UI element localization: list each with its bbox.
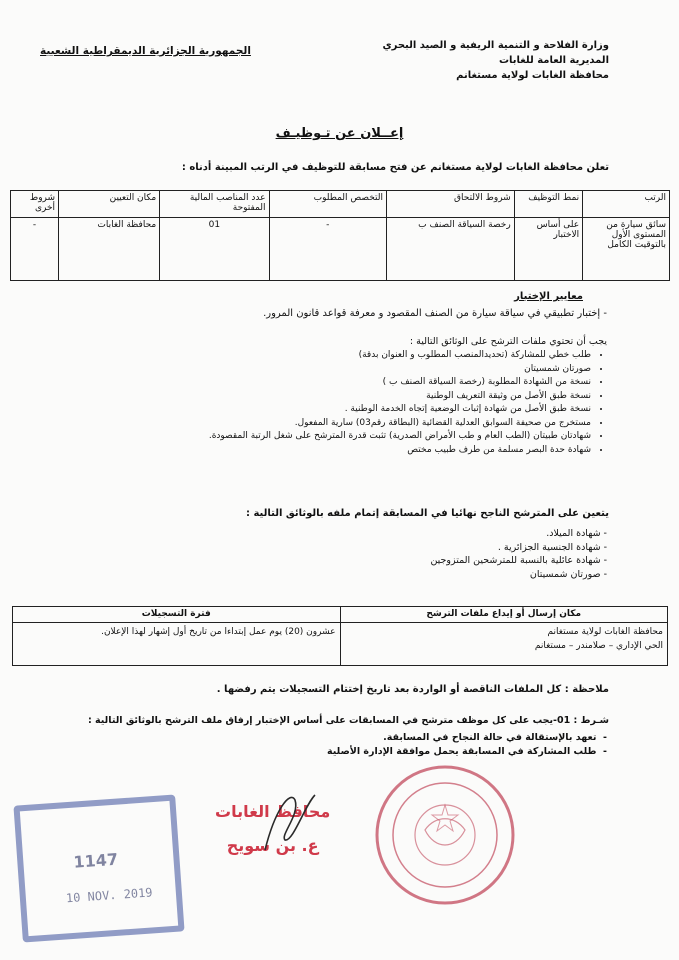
intro-text: تعلن محافظة الغابات لولاية مستغانم عن فتح مسابقة للتوظيف في الرتب المبينة أدناه : (181, 162, 609, 173)
directorate-line: المديرية العامة للغابات (498, 55, 609, 66)
col-header-positions-count: عدد المناصب المالية المفتوحة (160, 191, 269, 218)
list-item: - صورتان شمسيتان (529, 568, 607, 580)
table-row (11, 218, 670, 281)
submission-table (12, 606, 668, 666)
submission-place-line: محافظة الغابات لولاية مستغانم (547, 627, 663, 637)
cell-requirements: رخصة السياقة الصنف ب (387, 218, 515, 281)
ministry-header (382, 38, 609, 83)
cell-location: محافظة الغابات (59, 218, 160, 281)
condition-text: تعهد بالإستقالة في حالة النجاح في المسابقة. (383, 732, 597, 743)
list-item: • شهادتان طبيتان (الطب العام و طب الأمراض الصدرية) تثبت قدرة المترشح على شغل الرتبة المقصودة. (209, 430, 591, 444)
list-item: - شهادة الميلاد. (546, 528, 607, 539)
col-header-submission-place: مكان إرسال أو إيداع ملفات الترشح (340, 607, 668, 623)
conditions-list (327, 731, 607, 758)
col-header-rank: الرتب (583, 191, 670, 218)
signature-title: محافظ الغابات (215, 802, 331, 821)
positions-table (10, 190, 670, 281)
col-header-other-conditions: شروط أخرى (11, 191, 59, 218)
list-item: • شهادة حدة البصر مسلمة من طرف طبيب مختص (209, 444, 591, 458)
col-header-recruitment-mode: نمط التوظيف (514, 191, 582, 218)
page-title: إعــلان عن تـوظيـف (275, 126, 404, 141)
ministry-line: وزارة الفلاحة و التنمية الريفية و الصيد البحري (382, 40, 609, 51)
documents-intro: يجب أن تحتوي ملفات الترشح على الوثائق التالية : (409, 336, 607, 347)
conservation-line: محافظة الغابات لولاية مستغانم (456, 70, 609, 81)
col-header-location: مكان التعيين (59, 191, 160, 218)
condition-text: طلب المشاركة في المسابقة يحمل موافقة الإدارة الأصلية (327, 745, 597, 757)
cell-other-conditions: - (11, 218, 59, 281)
list-item: • طلب خطي للمشاركة (تحديدالمنصب المطلوب و العنوان بدقة) (209, 349, 591, 363)
receipt-stamp (13, 795, 184, 943)
list-item: • نسخة طبق الأصل من شهادة إثبات الوضعية إتجاه الخدمة الوطنية . (209, 403, 591, 417)
table-row (13, 623, 668, 666)
receipt-number: 1147 (72, 849, 119, 872)
note-text: ملاحظة : كل الملفات الناقصة أو الواردة بعد تاريخ إختتام التسجيلات يتم رفضها . (216, 684, 609, 695)
republic-header: الجمهورية الجزائرية الديمقراطية الشعبية (40, 45, 251, 57)
official-seal (370, 760, 520, 910)
col-header-requirements: شروط الالتحاق (387, 191, 515, 218)
list-item: • مستخرج من صحيفة السوابق العدلية القضائية (البطاقة رقم03) سارية المفعول. (209, 417, 591, 431)
list-item: - شهادة عائلية بالنسبة للمترشحين المتزوجين (430, 555, 607, 566)
list-item: • صورتان شمسيتان (209, 363, 591, 377)
cell-submission-place (340, 623, 668, 666)
final-documents-intro: يتعين على المترشح الناجح نهائيا في المسابقة إتمام ملفه بالوثائق التالية : (246, 508, 609, 519)
list-item: • نسخة طبق الأصل من وثيقة التعريف الوطنية (209, 390, 591, 404)
submission-place-line: الحي الإداري – صلامندر – مستغانم (534, 641, 663, 651)
signature-name: ع. بن سويح (226, 836, 319, 855)
col-header-specialty: التخصص المطلوب (269, 191, 386, 218)
list-item: • نسخة من الشهادة المطلوبة (رخصة السياقة الصنف ب ) (209, 376, 591, 390)
list-item: - طلب المشاركة في المسابقة يحمل موافقة الإدارة الأصلية (327, 745, 607, 757)
criteria-title: معايير الإختبار (514, 291, 583, 302)
table-header-row (11, 191, 670, 218)
cell-specialty: - (269, 218, 386, 281)
documents-list (209, 349, 609, 457)
list-item: - شهادة الجنسية الجزائرية . (497, 541, 607, 553)
list-item: - تعهد بالإستقالة في حالة النجاح في المسابقة. (383, 732, 607, 743)
final-documents-list (430, 527, 607, 581)
cell-recruitment-mode: على أساس الاختبار (514, 218, 582, 281)
receipt-date: 10 NOV. 2019 (65, 885, 153, 906)
cell-positions-count: 01 (160, 218, 269, 281)
signature-scribble (255, 780, 325, 860)
cell-registration-period: عشرون (20) يوم عمل إبتداءا من تاريخ أول إشهار لهذا الإعلان. (13, 623, 341, 666)
conditions-intro: شـرط : 01-يجب على كل موظف مترشح في المسابقات على أساس الإختبار إرفاق ملف الترشح بالوثائق التالية : (87, 715, 609, 726)
col-header-registration-period: فترة التسجيلات (13, 607, 341, 623)
criteria-text: - إختبار تطبيقي في سياقة سيارة من الصنف المقصود و معرفة قواعد قانون المرور. (263, 308, 607, 319)
table-header-row (13, 607, 668, 623)
cell-rank: سائق سيارة من المستوى الأول بالتوقيت الكامل (583, 218, 670, 281)
